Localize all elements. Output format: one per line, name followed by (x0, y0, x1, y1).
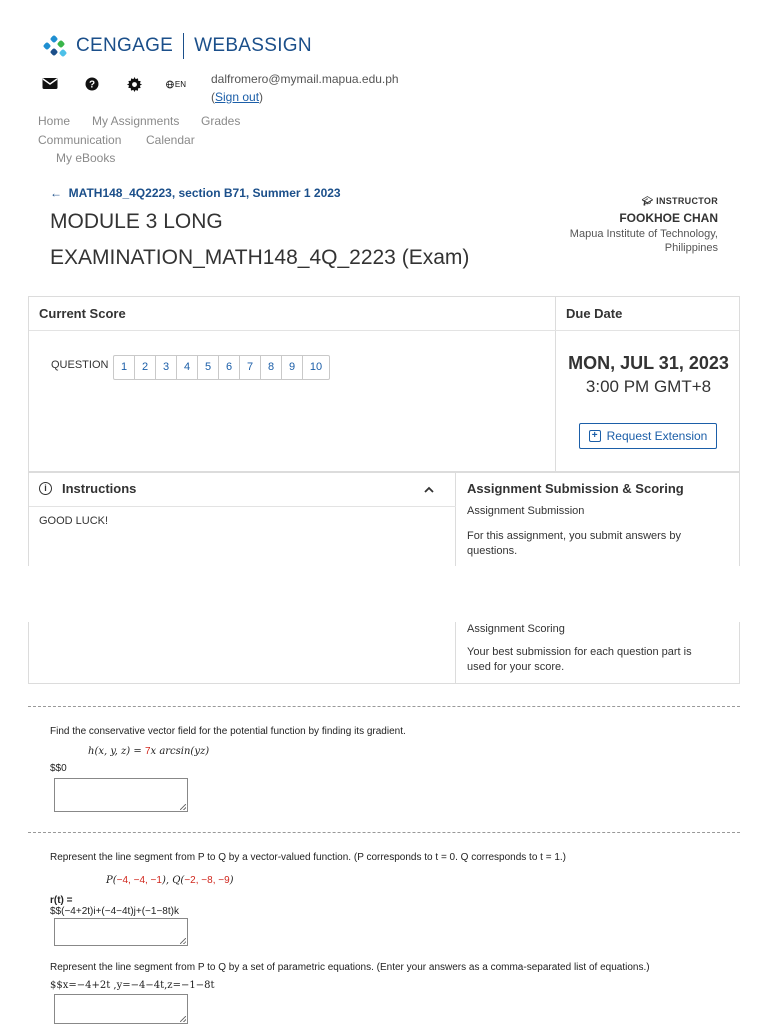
title-line-2: EXAMINATION_MATH148_4Q_2223 (Exam) (50, 246, 470, 269)
question-3-answer-field[interactable] (54, 994, 188, 1024)
globe-icon (166, 77, 174, 92)
graduation-cap-icon: 🎓︎ (641, 196, 654, 206)
instructions-text: GOOD LUCK! (39, 515, 109, 527)
nav-grades[interactable]: Grades (201, 114, 241, 128)
nav-calendar[interactable]: Calendar (146, 133, 195, 147)
question-1-answer-field[interactable] (54, 778, 188, 812)
course-link[interactable]: MATH148_4Q2223, section B71, Summer 1 2023 (68, 186, 341, 200)
instructor-name: FOOKHOE CHAN (619, 211, 718, 225)
utility-icons (40, 74, 186, 94)
cengage-logo[interactable] (42, 33, 312, 59)
help-icon[interactable] (82, 74, 102, 94)
scoring-text: Your best submission for each question part is used for your score. (467, 646, 692, 673)
language-code: EN (174, 79, 186, 89)
question-navigator (113, 355, 330, 380)
school-line-2: Philippines (664, 242, 718, 254)
question-label: QUESTION (51, 359, 109, 371)
question-divider (28, 706, 740, 707)
question-link-5[interactable]: 5 (198, 356, 219, 379)
info-icon: i (39, 482, 52, 495)
request-extension-label: Request Extension (606, 429, 708, 443)
question-link-3[interactable]: 3 (156, 356, 177, 379)
nav-communication[interactable]: Communication (38, 133, 122, 147)
score-due-panel (28, 296, 740, 472)
question-link-10[interactable]: 10 (309, 361, 323, 373)
question-2-points: P(−4, −4, −1), Q(−2, −8, −9) (106, 875, 234, 886)
nav-my-assignments[interactable]: My Assignments (92, 114, 180, 128)
instructions-panel (28, 472, 740, 566)
instructor-label: INSTRUCTOR (656, 196, 718, 206)
nav-home[interactable]: Home (38, 114, 71, 128)
question-1-prompt: Find the conservative vector field for the potential function by finding its gradient. (50, 726, 406, 737)
question-link-2[interactable]: 2 (135, 356, 156, 379)
due-date-heading: Due Date (566, 306, 623, 321)
page-title (50, 204, 530, 276)
question-link-1[interactable]: 1 (114, 356, 135, 379)
calendar-plus-icon: + (589, 430, 601, 442)
gear-icon[interactable] (124, 74, 144, 94)
instructor-info (518, 196, 718, 255)
scoring-panel (28, 622, 740, 684)
question-2-r-label: r(t) = (50, 895, 73, 906)
question-link-7[interactable]: 7 (240, 356, 261, 379)
nav-my-ebooks[interactable]: My eBooks (56, 151, 116, 165)
question-3-prompt: Represent the line segment from P to Q by a set of parametric equations. (Enter your answers as a comma-separated list of equations.) (50, 962, 650, 973)
question-2-answer-text: $$(−4+2t)i+(−4−4t)j+(−1−8t)k (50, 906, 179, 917)
logo-divider (183, 33, 184, 59)
language-selector[interactable] (166, 74, 186, 94)
question-link-4[interactable]: 4 (177, 356, 198, 379)
instructions-heading: Instructions (62, 481, 137, 496)
user-account: dalfromero@mymail.mapua.edu.ph (Sign out) (211, 72, 399, 104)
back-arrow-icon: ← (50, 186, 62, 200)
title-line-1: MODULE 3 LONG (50, 210, 223, 233)
school-line-1: Mapua Institute of Technology, (569, 228, 718, 240)
current-score-heading: Current Score (39, 306, 126, 321)
submission-text: For this assignment, you submit answers by questions. (467, 530, 681, 557)
breadcrumb[interactable] (50, 186, 341, 200)
question-2-prompt: Represent the line segment from P to Q by a vector-valued function. (P corresponds to t = 0. Q corresponds to t = 1.) (50, 852, 567, 863)
question-2-answer-field[interactable] (54, 918, 188, 946)
scoring-subtitle: Assignment Scoring (467, 623, 565, 635)
submission-subtitle: Assignment Submission (467, 505, 585, 517)
svg-text:?: ? (88, 79, 96, 91)
question-1-answer-text: $$0 (50, 763, 67, 774)
mail-icon[interactable] (40, 74, 60, 94)
brand-name: CENGAGE (76, 35, 174, 56)
instructions-toggle[interactable] (39, 481, 136, 496)
question-link-8[interactable]: 8 (261, 356, 282, 379)
sign-out-link[interactable]: Sign out (215, 90, 260, 104)
question-link-9[interactable]: 9 (282, 356, 303, 379)
due-date: MON, JUL 31, 2023 (568, 353, 729, 373)
due-time: 3:00 PM GMT+8 (585, 377, 712, 396)
question-3-answer-text: $$x=−4+2t ,y=−4−4t,z=−1−8t (50, 980, 215, 991)
question-link-6[interactable]: 6 (219, 356, 240, 379)
question-divider (28, 832, 740, 833)
user-email: dalfromero@mymail.mapua.edu.ph (211, 72, 399, 86)
question-1-function: h(x, y, z) = 7x arcsin(yz) (88, 746, 210, 757)
cengage-logo-icon (42, 33, 70, 59)
product-name: WEBASSIGN (194, 35, 312, 56)
submission-scoring-heading: Assignment Submission & Scoring (467, 481, 684, 496)
chevron-up-icon[interactable] (424, 482, 434, 496)
request-extension-button[interactable] (579, 423, 717, 449)
